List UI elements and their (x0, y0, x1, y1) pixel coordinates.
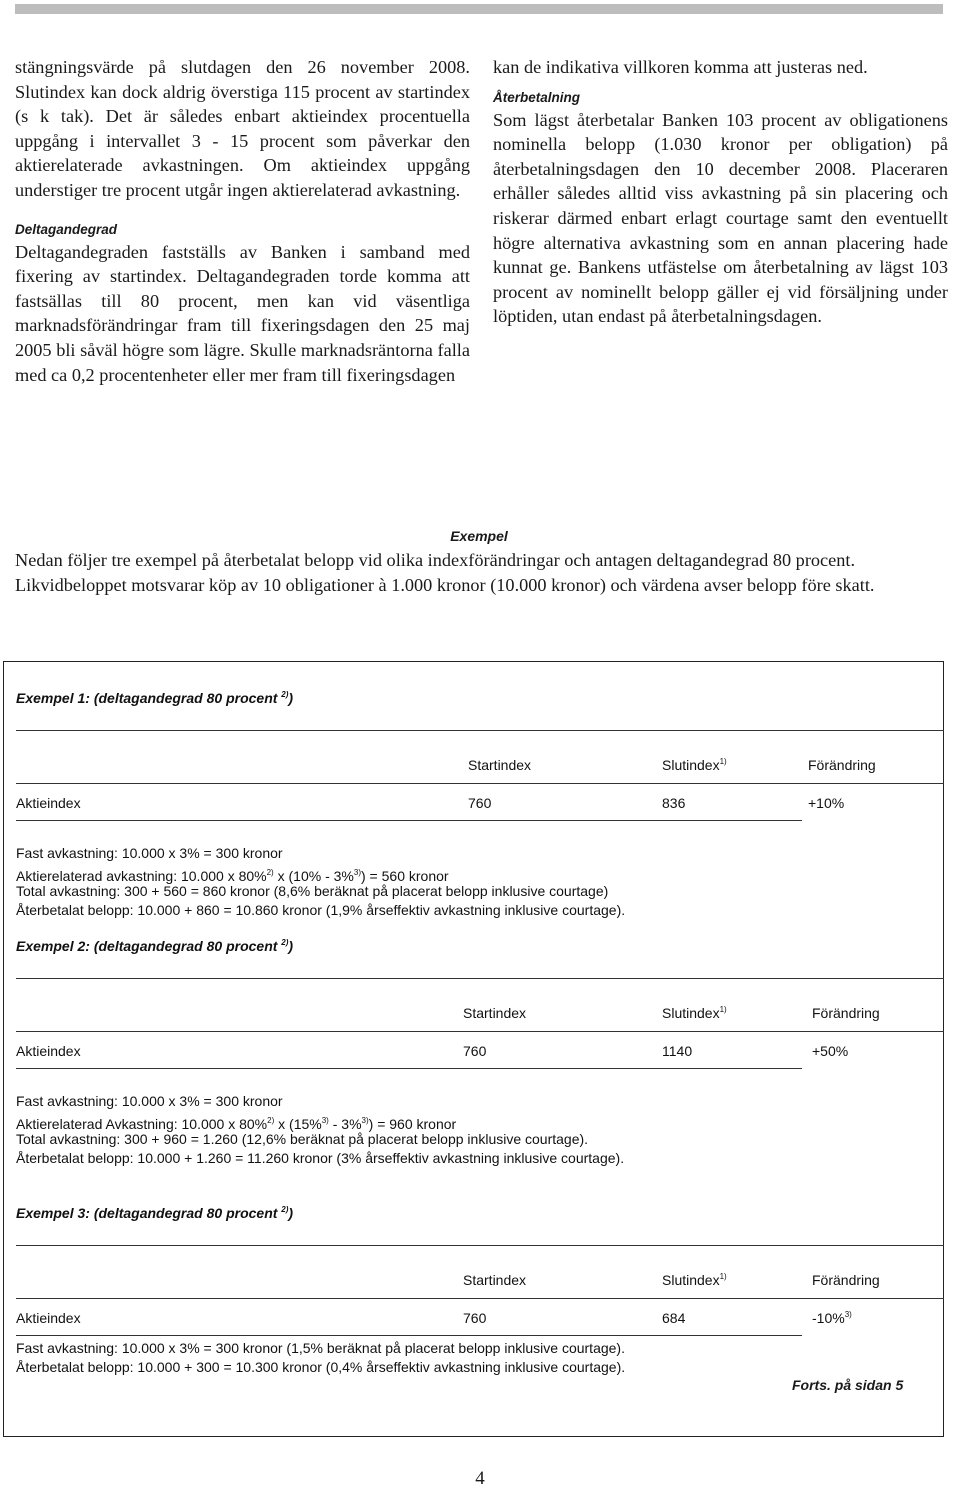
calculation-lines: Fast avkastning: 10.000 x 3% = 300 kronor Aktierelaterad avkastning: 10.000 x 80%$^{2)}$ x (10% - 3%$^{3)}$) = 560 kronor Total avkastning: 300 + 560 = 860 kronor (8,6% beräknat på placerat belopp inklusive courtage) Återbetalat belopp: 10.000 + 860 = 10.860 kronor (1,9% årseffektiv avkastning inklusive courtage). (16, 845, 626, 918)
example-1 (16, 690, 916, 918)
table-row: Aktieindex 760 836 +10% (16, 795, 845, 811)
divider (16, 978, 944, 979)
divider (16, 1068, 802, 1069)
header-forandring: Förändring (808, 757, 876, 773)
exempel-section (15, 528, 943, 598)
example-title: Exempel 3: (deltagandegrad 80 procent $^{2)}$) (16, 1205, 294, 1221)
exempel-intro: Nedan följer tre exempel på återbetalat belopp vid olika indexförändringar och antagen deltagandegrad 80 procent. Likvidbeloppet motsvarar köp av 10 obligationer à 1.000 kronor (10.000 kronor) och värdena avser belopp före skatt. (15, 550, 875, 595)
divider (16, 1335, 802, 1336)
aterbetalning-paragraph: Som lägst återbetalar Banken 103 procent av obligationens nominella belopp (1.030 kronor per obligation) på återbetalningsdagen den 10 december 2008. Placeraren erhåller således alltid viss avkastning på sin placering och riskerar därmed enbart erlagt courtage samt den eventuellt högre alternativa avkastning som en annan placering hade kunnat ge. Bankens utfästelse om återbetalning av lägst 103 procent av nominellt belopp gäller ej vid försäljning under löptiden, utan endast på återbetalningsdagen. (493, 109, 948, 327)
divider (16, 820, 802, 821)
deltagandegrad-heading: Deltagandegrad (15, 221, 118, 237)
exempel-heading: Exempel (450, 528, 508, 544)
divider (16, 783, 944, 784)
table-header (16, 757, 916, 775)
divider (16, 1245, 944, 1246)
continued-note: Forts. på sidan 5 (792, 1377, 904, 1393)
left-intro-paragraph: stängningsvärde på slutdagen den 26 november 2008. Slutindex kan dock aldrig överstiga 115 procent av startindex (s k tak). Det är således enbart aktieindex procentuella uppgång i intervallet 3 - 15 procent som påverkar den aktierelaterade avkastningen. Om aktieindex uppgång understiger tre procent utgår ingen aktierelaterad avkastning. (15, 57, 470, 200)
deltagandegrad-paragraph: Deltagandegraden fastställs av Banken i samband med fixering av startindex. Deltagandegraden torde komma att fastsällas till 80 procent, men kan vid väsentliga marknadsförändringar fram till fixeringsdagen den 25 maj 2005 bli såväl högre som lägre. Skulle marknadsräntorna falla med ca 0,2 procentenheter eller mer fram till fixeringsdagen (15, 241, 470, 385)
header-startindex: Startindex (468, 757, 532, 773)
aterbetalning-heading: Återbetalning (493, 89, 581, 105)
header-slutindex: Slutindex$^{1)}$ (662, 757, 727, 773)
example-title: Exempel 1: (deltagandegrad 80 procent $^{2)}$) (16, 690, 294, 706)
table-header: Startindex Slutindex$^{1)}$ Förändring (463, 1005, 880, 1021)
divider (16, 730, 944, 731)
calculation-lines: Fast avkastning: 10.000 x 3% = 300 kronor (1,5% beräknat på placerat belopp inklusive courtage). Återbetalat belopp: 10.000 + 300 = 10.300 kronor (0,4% årseffektiv avkastning inklusive courtage). (16, 1340, 626, 1375)
example-3 (16, 1205, 916, 1375)
example-2 (16, 938, 916, 1166)
table-header: Startindex Slutindex$^{1)}$ Förändring (463, 1272, 880, 1288)
top-bar (15, 4, 943, 14)
table-row: Aktieindex 760 684 -10%$^{3)}$ (16, 1310, 852, 1326)
divider (16, 1298, 944, 1299)
example-title: Exempel 2: (deltagandegrad 80 procent $^{2)}$) (16, 938, 294, 954)
divider (16, 1031, 944, 1032)
right-intro-paragraph: kan de indikativa villkoren komma att justeras ned. (493, 57, 868, 77)
table-row: Aktieindex 760 1140 +50% (16, 1043, 849, 1059)
left-column (15, 55, 470, 387)
page-number: 4 (475, 1468, 485, 1489)
calculation-lines: Fast avkastning: 10.000 x 3% = 300 kronor Aktierelaterad Avkastning: 10.000 x 80%$^{2)}$ x (15%$^{3)}$ - 3%$^{3)}$) = 960 kronor Total avkastning: 300 + 960 = 1.260 (12,6% beräknat på placerat belopp inklusive courtage). Återbetalat belopp: 10.000 + 1.260 = 11.260 kronor (3% årseffektiv avkastning inklusive courtage). (16, 1093, 625, 1166)
right-column (493, 55, 948, 329)
examples-box (3, 661, 944, 1437)
